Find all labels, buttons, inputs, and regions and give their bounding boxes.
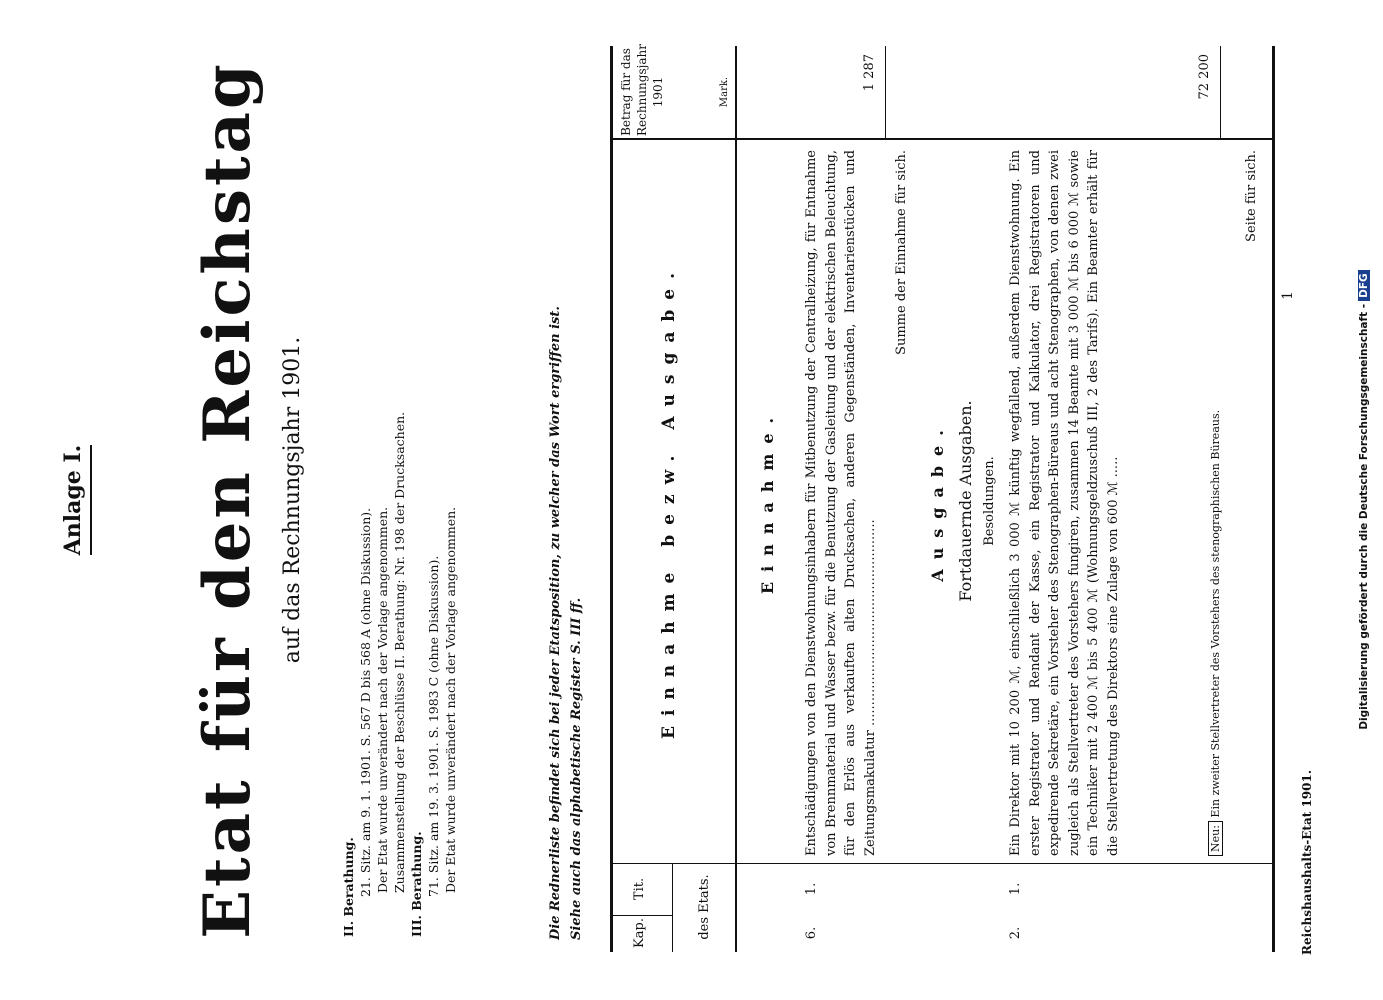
deliberation-notes [340,297,459,937]
header-main: Einnahme bezw. Ausgabe. [659,263,679,739]
income-heading: Einnahme. [758,407,777,595]
header-subrule [672,864,673,952]
income-sum-note: Summe der Einnahme für sich. [894,150,909,355]
row-kap: 2. [1008,926,1023,940]
speaker-list-line: Siehe auch das alphabetische Register S. III ff. [569,597,584,940]
second-reading-line: Zusammenstellung der Beschlüsse II. Berathung: Nr. 198 der Drucksachen. [392,411,407,893]
second-reading-heading: II. Berathung. [341,837,356,937]
row-description: Ein Direktor mit 10 200 ℳ, einschließlich 3 000 ℳ künftig wegfallend, außerdem Dienstwohnung. Ein erster Registrator und Rendant der Kasse, ein Registrator und Kalkulator, drei Registratoren und expedirende Sekretäre, ein Vorsteher des Stenographen-Büreaus und acht Stenographen, von denen zwei zugleich als Stellvertreter des Vorstehers fungiren, zusammen 14 Beamte mit 3 000 ℳ bis 6 000 ℳ sowie ein Techniker mit 2 400 ℳ bis 5 400 ℳ (Wohnungsgeldzuschuß III, 2 des Tarifs). Ein Beamter erhält für die Stellvertretung des Direktors eine Zulage von 600 ℳ ..... [1008,150,1121,856]
dfg-logo-icon: DFG [1358,270,1370,301]
page-total-note: Seite für sich. [1244,150,1259,242]
amount-sum-rule [1220,46,1221,140]
salaries-heading: Besoldungen. [982,456,997,546]
amount-sum-rule [885,46,886,140]
speaker-list-line: Die Rednerliste befindet sich bei jeder Etatsposition, zu welcher das Wort ergriffen ist. [548,306,563,940]
header-kap: Kap. [632,918,647,948]
page-number: 1 [1280,291,1296,300]
row-amount: 72 200 [1197,54,1212,100]
row-description: Entschädigungen von den Dienstwohnungsinhabern für Mitbenutzung der Centralheizung, für Entnahme von Brennmaterial und Wasser bezw. für die Benutzung der Gasleitung und der elektrischen Beleuchtung, für den Erlös aus verkauften alten Drucksachen, anderen Gegenständen, Inventarienstücken und Zeitungsmakulatur .................................................. [804,150,878,856]
third-reading-line: 71. Sitz. am 19. 3. 1901. S. 1983 C (ohne Diskussion). [426,555,441,897]
annex-label: Anlage I. [60,0,86,1000]
header-amount: Betrag für das Rechnungsjahr 1901 [619,44,665,136]
expense-heading: Ausgabe. [928,420,947,582]
page-subtitle: auf das Rechnungsjahr 1901. [280,336,305,664]
row-tit: 1. [1008,882,1023,896]
table-bottom-rule [1272,46,1275,952]
third-reading-line: Der Etat wurde unverändert nach der Vorlage angenommen. [443,506,458,893]
dfg-credit [1358,0,1370,1000]
second-reading-line: 21. Sitz. am 9. 1. 1901. S. 567 D bis 568 A (ohne Diskussion). [358,507,373,897]
dfg-credit-text: Digitalisierung gefördert durch die Deutsche Forschungsgemeinschaft - [1358,303,1370,730]
page-title: Etat für den Reichstag [190,61,265,939]
row-kap: 6. [804,926,819,940]
footer-source: Reichshaushalts-Etat 1901. [1300,769,1314,955]
continuing-expenses-heading: Fortdauernde Ausgaben. [956,400,975,602]
speaker-list-note [545,40,587,940]
table-header-rule [735,46,737,952]
header-des-etats: des Etats. [697,874,712,940]
table-top-rule [610,46,613,952]
header-mark: Mark. [719,76,730,108]
new-item-note [1206,150,1226,856]
second-reading-line: Der Etat wurde unverändert nach der Vorlage angenommen. [375,506,390,893]
row-tit: 1. [804,882,819,896]
third-reading-heading: III. Berathung. [409,831,424,937]
new-label: Neu: [1208,821,1223,856]
new-text: Ein zweiter Stellvertreter des Vorstehers des stenographischen Büreaus. [1209,409,1222,818]
header-tit: Tit. [632,877,647,901]
budget-table [610,46,1275,952]
row-amount: 1 287 [862,54,877,92]
